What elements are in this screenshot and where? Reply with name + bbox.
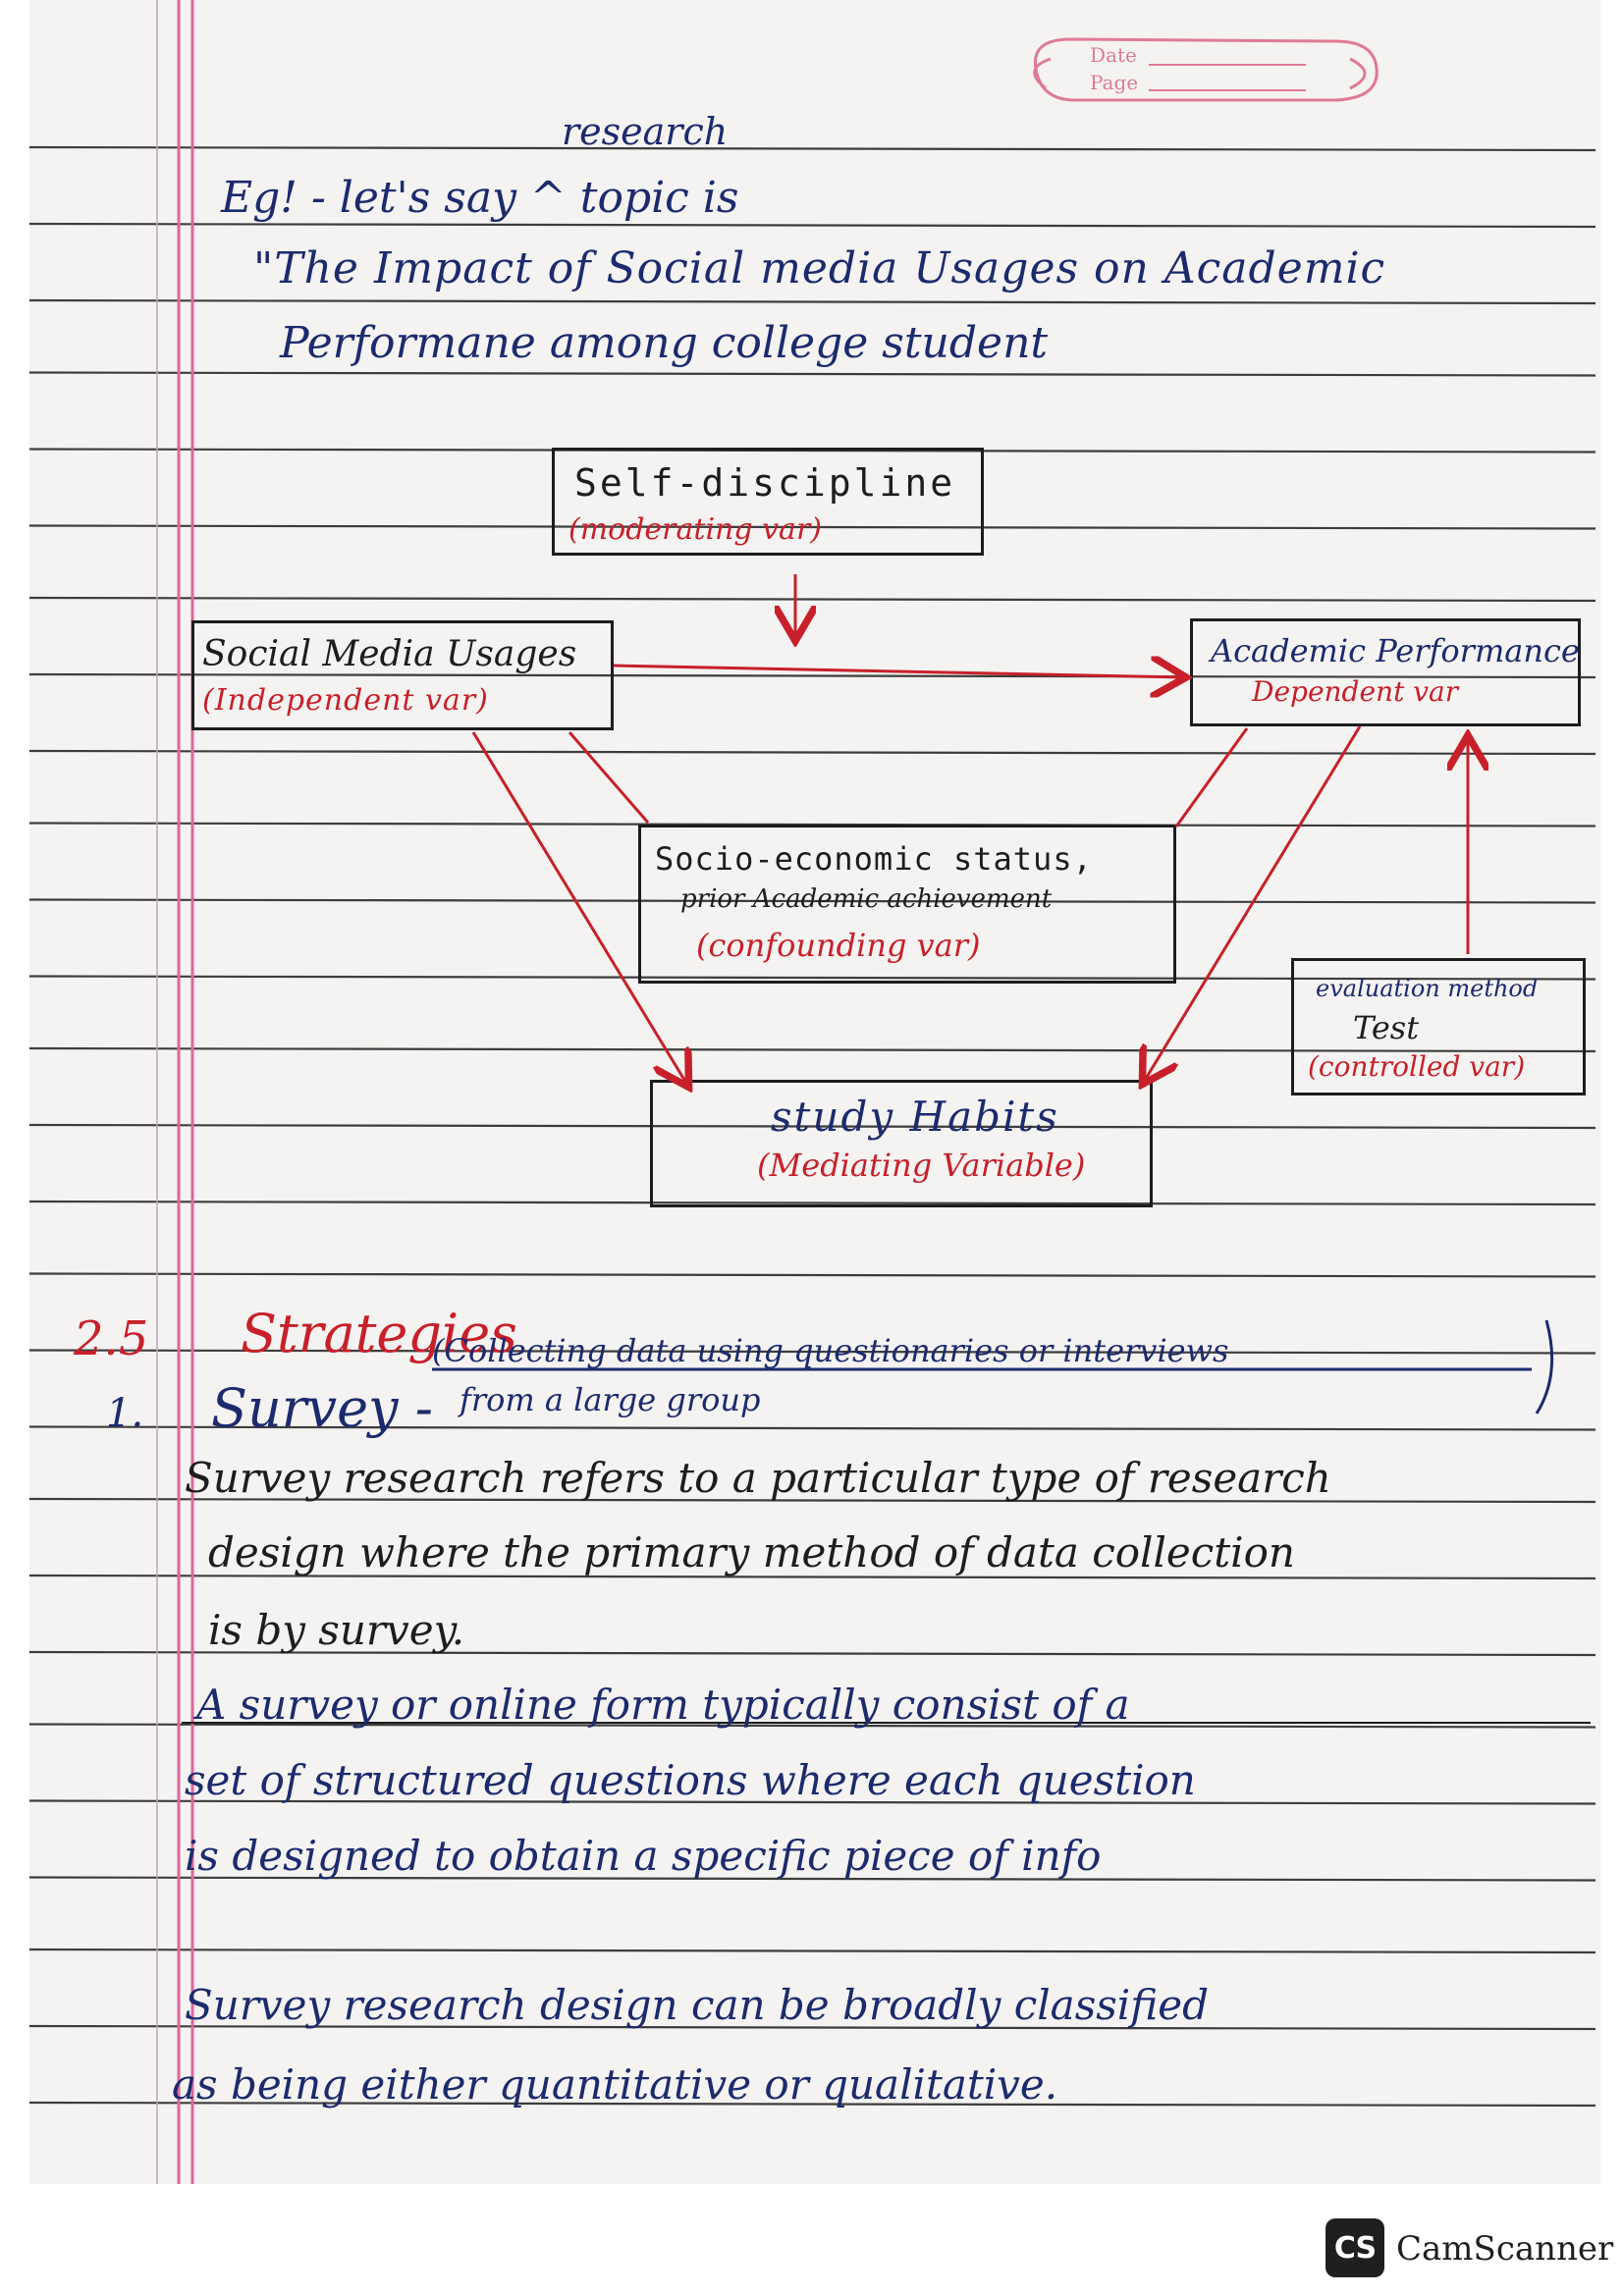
intro-line-2: "The Impact of Social media Usages on Academic: [253, 243, 1386, 294]
dependent-name: Academic Performance: [1211, 632, 1580, 669]
p2-line-1: A survey or online form typically consist of a: [196, 1681, 1130, 1729]
controlled-role: (controlled var): [1308, 1050, 1526, 1083]
p1-line-3: is by survey.: [208, 1606, 465, 1654]
page-label: Page: [1090, 71, 1139, 94]
p1-line-1: Survey research refers to a particular type of research: [185, 1454, 1331, 1502]
section-number: 2.5: [74, 1311, 149, 1366]
confounding-line-2: prior Academic achievement: [680, 884, 1053, 914]
confounding-variable-box: [638, 825, 1176, 984]
mediating-variable-box: [650, 1080, 1153, 1207]
item-number: 1.: [106, 1391, 144, 1436]
p2-line-3: is designed to obtain a specific piece of info: [185, 1832, 1102, 1880]
intro-line-3: Performane among college student: [280, 318, 1049, 368]
independent-role: (Independent var): [202, 683, 489, 718]
section-title: Strategies: [241, 1303, 517, 1364]
independent-name: Social Media Usages: [202, 634, 577, 674]
caret-insert-word: research: [562, 110, 729, 153]
rule-line: [29, 598, 1596, 601]
controlled-variable-box: [1291, 958, 1586, 1095]
rule-line: [29, 751, 1596, 754]
survey-note-line-1: (Collecting data using questionaries or interviews: [432, 1332, 1229, 1369]
dependent-role: Dependent var: [1252, 675, 1459, 708]
dependent-variable-box: [1190, 618, 1581, 726]
date-label: Date: [1090, 43, 1137, 67]
intro-line-1: Eg! - let's say ^ topic is: [221, 173, 739, 223]
survey-note-line-2: from a large group: [460, 1381, 761, 1418]
mediating-name: study Habits: [771, 1093, 1059, 1141]
confounding-role: (confounding var): [696, 927, 981, 964]
date-page-stamp: [1011, 29, 1389, 110]
p3-line-1: Survey research design can be broadly classified: [185, 1981, 1209, 2029]
rule-line: [29, 1949, 1596, 1952]
moderating-name: Self-discipline: [574, 461, 956, 505]
rule-line: [29, 373, 1596, 376]
confounding-line-1: Socio-economic status,: [655, 840, 1093, 878]
rule-line: [29, 147, 1596, 150]
rule-line: [29, 1274, 1596, 1277]
moderating-role: (moderating var): [568, 512, 822, 547]
moderating-variable-box: [552, 448, 984, 556]
camscanner-logo: CS: [1325, 2218, 1384, 2277]
mediating-role: (Mediating Variable): [757, 1147, 1086, 1184]
camscanner-name: CamScanner: [1396, 2229, 1614, 2269]
p2-line-2: set of structured questions where each question: [185, 1756, 1196, 1804]
rule-line: [29, 300, 1596, 303]
p1-line-2: design where the primary method of data collection: [208, 1528, 1295, 1576]
p3-line-2: as being either quantitative or qualitative.: [172, 2060, 1058, 2109]
independent-variable-box: [191, 620, 614, 730]
rule-line: [29, 224, 1596, 227]
controlled-line-2: Test: [1353, 1009, 1420, 1046]
controlled-line-1: evaluation method: [1316, 975, 1539, 1002]
item-title: Survey -: [211, 1377, 433, 1439]
